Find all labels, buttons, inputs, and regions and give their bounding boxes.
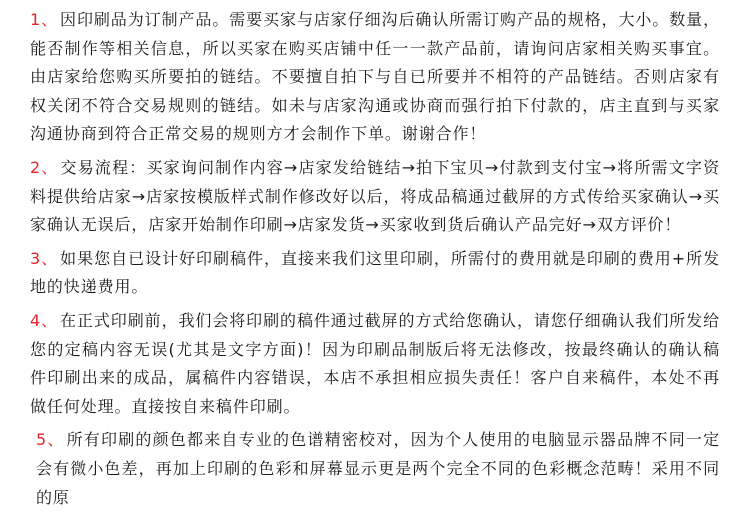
purchase-notice (30, 6, 720, 512)
item-text: 如果您自已设计好印刷稿件，直接来我们这里印刷，所需付的费用就是印刷的费用+所发地的快递费用。 (30, 248, 720, 297)
notice-item-4 (30, 307, 720, 421)
item-number: 5、 (36, 430, 65, 450)
notice-item-1 (30, 6, 720, 149)
notice-item-5 (30, 426, 720, 512)
item-text: 所有印刷的颜色都来自专业的色谱精密校对，因为个人使用的电脑显示器品牌不同一定会有微小色差，再加上印刷的色彩和屏幕显示更是两个完全不同的色彩概念范畴！采用不同的原 (36, 430, 721, 507)
item-number: 3、 (30, 248, 59, 268)
item-number: 1、 (30, 10, 59, 29)
item-text: 在正式印刷前，我们会将印刷的稿件通过截屏的方式给您确认，请您仔细确认我们所发给您的定稿内容无误(尤其是文字方面)！因为印刷品制版后将无法修改，按最终确认的确认稿件印刷出来的成品，属稿件内容错误，本店不承担相应损失责任！客户自来稿件，本处不再做任何处理。直接按自来稿件印刷。 (30, 310, 720, 416)
item-text: 因印刷品为订制产品。需要买家与店家仔细沟后确认所需订购产品的规格，大小。数量，能否制作等相关信息，所以买家在购买店铺中任一一款产品前，请询问店家相关购买事宜。由店家给您购买所要拍的链结。不要擅自拍下与自已所要并不相符的产品链结。否则店家有权关闭不符合交易规则的链结。如未与店家沟通或协商而强行拍下付款的，店主直到与买家沟通协商到符合正常交易的规则方才会制作下单。谢谢合作！ (30, 10, 720, 144)
item-number: 2、 (30, 157, 59, 177)
item-number: 4、 (30, 310, 59, 330)
notice-item-2 (30, 154, 720, 240)
item-text: 交易流程：买家询问制作内容→店家发给链结→拍下宝贝→付款到支付宝→将所需文字资料提供给店家→店家按模版样式制作修改好以后，将成品稿通过截屏的方式传给买家确认→买家确认无误后，店家开始制作印刷→店家发货→买家收到货后确认产品完好→双方评价！ (30, 157, 720, 235)
notice-item-3 (30, 245, 720, 302)
